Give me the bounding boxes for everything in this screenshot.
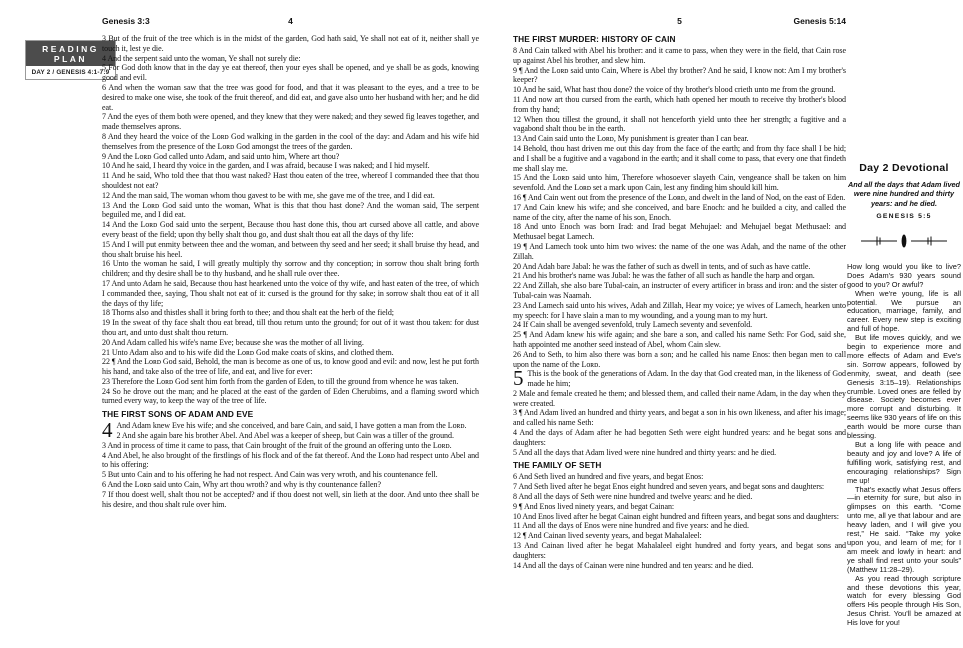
chapter-opening-verse: 4 And Adam knew Eve his wife; and she conceived, and bare Cain, and said, I have gotten a man from the Lᴏʀᴅ. <box>102 418 467 443</box>
reading-plan-reference: DAY 2 / GENESIS 4:1-7:9 <box>31 69 110 76</box>
verse: 4 And Abel, he also brought of the firstlings of his flock and of the fat thereof. And the Lᴏʀᴅ had respect unto Abel and to his offering: <box>102 450 479 470</box>
verse: 4 And the days of Adam after he had begotten Seth were eight hundred years: and he begat sons and daughters: <box>513 428 846 447</box>
verse: 13 And the Lᴏʀᴅ God said unto the woman, What is this that thou hast done? And the woman said, The serpent beguiled me, and I did eat. <box>102 200 479 220</box>
verse: 12 And the man said, The woman whom thou gavest to be with me, she gave me of the tree, and I did eat. <box>102 190 435 200</box>
page-left-header <box>102 16 479 26</box>
verse: 5 For God doth know that in the day ye eat thereof, then your eyes shall be opened, and ye shall be as gods, knowing good and evil. <box>102 63 479 83</box>
verse: 9 And the Lᴏʀᴅ God called unto Adam, and said unto him, Where art thou? <box>102 151 340 161</box>
verse: 22 ¶ And the Lᴏʀᴅ God said, Behold, the man is become as one of us, to know good and evil: and now, lest he put forth his hand, and take also of the tree of life, and eat, and live for ever: <box>102 357 479 377</box>
verse: 11 And he said, Who told thee that thou wast naked? Hast thou eaten of the tree, whereof I commanded thee that thou shouldest not eat? <box>102 171 479 190</box>
devotional-paragraph: How long would you like to live? Does Adam's 930 years sound good to you? Or awful? <box>847 261 961 289</box>
verse: 5 And all the days that Adam lived were nine hundred and thirty years: and he died. <box>513 447 777 457</box>
left-page-text <box>102 34 479 509</box>
verse: 12 When thou tillest the ground, it shall not henceforth yield unto thee her strength; a fugitive and a vagabond shalt thou be in the earth. <box>513 114 846 134</box>
verse: 8 And they heard the voice of the Lᴏʀᴅ God walking in the garden in the cool of the day: and Adam and his wife hid themselves from the presence of the Lᴏʀᴅ God amongst the trees of the garden. <box>102 131 479 151</box>
chapter-number: 5 <box>513 366 524 391</box>
reading-plan-title: READING PLAN <box>26 41 115 66</box>
verse: 14 Behold, thou hast driven me out this day from the face of the earth; and from thy face shall I be hid; and I shall be a fugitive and a vagabond in the earth; and it shall come to pass, that every one that findeth me shall slay me. <box>513 143 846 173</box>
verse: 3 But of the fruit of the tree which is in the midst of the garden, God hath said, Ye shall not eat of it, neither shall ye touch it, lest ye die. <box>102 34 479 53</box>
verse: 20 And Adah bare Jabal: he was the father of such as dwell in tents, and of such as have cattle. <box>513 261 811 271</box>
verse: 11 And now art thou cursed from the earth, which hath opened her mouth to receive thy brother's blood from thy hand; <box>513 94 846 114</box>
verse: 14 And the Lᴏʀᴅ God said unto the serpent, Because thou hast done this, thou art cursed above all cattle, and above every beast of the field; upon thy belly shalt thou go, and dust shalt thou eat all the days of thy life: <box>102 220 479 239</box>
verse: 6 And the Lᴏʀᴅ said unto Cain, Why art thou wroth? and why is thy countenance fallen? <box>102 480 381 490</box>
verse: 7 And the eyes of them both were opened, and they knew that they were naked; and they sewed fig leaves together, and made themselves aprons. <box>102 112 479 132</box>
devotional-paragraph: But a long life with peace and beauty and joy and love? A life of fulfilling work, satisfying rest, and encouraging relationships? Sign me up! <box>847 440 961 485</box>
verse: 23 Therefore the Lᴏʀᴅ God sent him forth from the garden of Eden, to till the ground from whence he was taken. <box>102 376 459 386</box>
verse: 19 In the sweat of thy face shalt thou eat bread, till thou return unto the ground; for out of it wast thou taken: for dust thou art, and unto dust shalt thou return. <box>102 318 479 337</box>
verse: 2 Male and female created he them; and blessed them, and called their name Adam, in the day when they were created. <box>513 388 846 408</box>
verse: 8 And all the days of Seth were nine hundred and twelve years: and he died. <box>513 492 753 502</box>
page-right-header <box>513 16 846 26</box>
verse: 17 And unto Adam he said, Because thou hast hearkened unto the voice of thy wife, and hast eaten of the tree, of which I commanded thee, saying, Thou shalt not eat of it: cursed is the ground for thy sake; in sorrow shalt thou eat of it all the days of thy life; <box>102 278 479 308</box>
devotional-title: Day 2 Devotional <box>859 162 949 174</box>
verse: 4 And the serpent said unto the woman, Ye shall not surely die: <box>102 53 301 63</box>
verse: 15 And the Lᴏʀᴅ said unto him, Therefore whosoever slayeth Cain, vengeance shall be taken on him sevenfold. And the Lᴏʀᴅ set a mark upon Cain, lest any finding him should kill him. <box>513 173 846 193</box>
verse: 7 If thou doest well, shalt thou not be accepted? and if thou doest not well, sin lieth at the door. And unto thee shall be his desire, and thou shalt rule over him. <box>102 489 479 509</box>
verse: 25 ¶ And Adam knew his wife again; and she bare a son, and called his name Seth: For God, said she, hath appointed me another seed instead of Abel, whom Cain slew. <box>513 330 846 349</box>
verse: 11 And all the days of Enos were nine hundred and five years: and he died. <box>513 521 749 531</box>
page-number-left: 4 <box>288 16 293 26</box>
verse: 19 ¶ And Lamech took unto him two wives: the name of the one was Adah, and the name of the other Zillah. <box>513 241 846 261</box>
devotional-sidebar <box>847 162 961 628</box>
chapter-opening-verse: 5 This is the book of the generations of Adam. In the day that God created man, in the likeness of God made he him; <box>513 366 846 391</box>
verse: 5 But unto Cain and to his offering he had not respect. And Cain was very wroth, and his countenance fell. <box>102 470 438 480</box>
verse: 23 And Lamech said unto his wives, Adah and Zillah, Hear my voice; ye wives of Lamech, hearken unto my speech: for I have slain a man to my wounding, and a young man to my hurt. <box>513 300 846 320</box>
verse: 22 And Zillah, she also bare Tubal-cain, an instructer of every artificer in brass and iron: and the sister of Tubal-cain was Naamah. <box>513 281 846 300</box>
verse: 13 And Cainan lived after he begat Mahalaleel eight hundred and forty years, and begat sons and daughters: <box>513 541 846 560</box>
verse: 18 Thorns also and thistles shall it bring forth to thee; and thou shalt eat the herb of the field; <box>102 308 394 318</box>
verse: 6 And Seth lived an hundred and five years, and begat Enos: <box>513 472 704 482</box>
running-head-left: Genesis 3:3 <box>102 16 150 26</box>
verse: 14 And all the days of Cainan were nine hundred and ten years: and he died. <box>513 560 754 570</box>
verse: 6 And when the woman saw that the tree was good for food, and that it was pleasant to the eyes, and a tree to be desired to make one wise, she took of the fruit thereof, and did eat, and gave also unto her husband with her; and he did eat. <box>102 82 479 112</box>
verse: 10 And Enos lived after he begat Cainan eight hundred and fifteen years, and begat sons and daughters: <box>513 511 839 521</box>
section-heading: THE FAMILY OF SETH <box>513 460 602 471</box>
verse: 10 And he said, I heard thy voice in the garden, and I was afraid, because I was naked; and I hid myself. <box>102 161 430 171</box>
running-head-right: Genesis 5:14 <box>793 16 846 26</box>
verse: 15 And I will put enmity between thee and the woman, and between thy seed and her seed; it shall bruise thy head, and thou shalt bruise his heel. <box>102 239 479 259</box>
devotional-paragraph: That's exactly what Jesus offers—in eternity for sure, but also in glimpses on this earth. “Come unto me, all ye that labour and are heavy laden, and I will give you rest,” He said. “Take my yoke upon you, and learn of me; for I am meek and lowly in heart: and ye shall find rest unto your souls” (Matthew 11:28–29). <box>847 484 961 574</box>
devotional-quote: And all the days that Adam lived were nine hundred and thirty years: and he died. <box>847 180 961 208</box>
verse: 24 If Cain shall be avenged sevenfold, truly Lamech seventy and sevenfold. <box>513 320 753 330</box>
verse: 9 ¶ And Enos lived ninety years, and begat Cainan: <box>513 501 675 511</box>
verse: 26 And to Seth, to him also there was born a son; and he called his name Enos: then began men to call upon the name of the Lᴏʀᴅ. <box>513 349 846 369</box>
verse: 16 Unto the woman he said, I will greatly multiply thy sorrow and thy conception; in sorrow thou shalt bring forth children; and thy desire shall be to thy husband, and he shall rule over thee. <box>102 259 479 279</box>
page-number-right: 5 <box>677 16 682 26</box>
verse: 7 And Seth lived after he begat Enos eight hundred and seven years, and begat sons and daughters: <box>513 482 825 492</box>
verse: 13 And Cain said unto the Lᴏʀᴅ, My punishment is greater than I can bear. <box>513 134 749 144</box>
divider-ornament-icon <box>860 233 948 249</box>
section-heading: THE FIRST SONS OF ADAM AND EVE <box>102 409 254 420</box>
verse: 17 And Cain knew his wife; and she conceived, and bare Enoch: and he builded a city, and called the name of the city, after the name of his son, Enoch. <box>513 202 846 222</box>
chapter-number: 4 <box>102 418 113 443</box>
right-page-text <box>513 34 846 570</box>
verse: 10 And he said, What hast thou done? the voice of thy brother's blood crieth unto me from the ground. <box>513 85 836 95</box>
devotional-reference: GENESIS 5:5 <box>876 212 932 220</box>
verse: 21 And his brother's name was Jubal: he was the father of all such as handle the harp and organ. <box>513 271 815 281</box>
verse: 3 ¶ And Adam lived an hundred and thirty years, and begat a son in his own likeness, and after his image; and called his name Seth: <box>513 408 846 428</box>
verse: 16 ¶ And Cain went out from the presence of the Lᴏʀᴅ, and dwelt in the land of Nod, on the east of Eden. <box>513 192 846 202</box>
devotional-paragraph: But life moves quickly, and we begin to experience more and more effects of Adam and Eve's sin. Sorrow appears, followed by enmity, sweat, and death (see Genesis 3:15–19). Relationships crumble. Loved ones are felled by disease. Society becomes ever more corrupt and disturbing. It seems like 930 years of life on this earth would be more curse than blessing. <box>847 333 961 441</box>
section-heading: THE FIRST MURDER: HISTORY OF CAIN <box>513 34 676 44</box>
verse: 2 And she again bare his brother Abel. And Abel was a keeper of sheep, but Cain was a tiller of the ground. <box>116 431 454 441</box>
verse: 12 ¶ And Cainan lived seventy years, and begat Mahalaleel: <box>513 531 702 541</box>
verse: 3 And in process of time it came to pass, that Cain brought of the fruit of the ground an offering unto the Lᴏʀᴅ. <box>102 440 452 450</box>
verse: 24 So he drove out the man; and he placed at the east of the garden of Eden Cherubims, and a flaming sword which turned every way, to keep the way of the tree of life. <box>102 386 479 406</box>
devotional-paragraph: As you read through scripture and these devotions this year, watch for every blessing God offers His people through His Son, Jesus Christ. You'll be amazed at His love for you! <box>847 573 961 628</box>
page-right <box>513 16 846 570</box>
verse: 21 Unto Adam also and to his wife did the Lᴏʀᴅ God make coats of skins, and clothed them. <box>102 347 394 357</box>
page-left <box>102 16 479 509</box>
verse: 8 And Cain talked with Abel his brother: and it came to pass, when they were in the field, that Cain rose up against Abel his brother, and slew him. <box>513 46 846 65</box>
devotional-paragraph: When we're young, life is all potential. We pursue an education, marriage, family, and career. Every new step is exciting and full of hope. <box>847 288 961 334</box>
verse: 9 ¶ And the Lᴏʀᴅ said unto Cain, Where is Abel thy brother? And he said, I know not: Am I my brother's keeper? <box>513 65 846 85</box>
verse: 20 And Adam called his wife's name Eve; because she was the mother of all living. <box>102 337 364 347</box>
devotional-body <box>847 263 961 628</box>
verse: 18 And unto Enoch was born Irad: and Irad begat Mehujael: and Mehujael begat Methusael: and Methusael begat Lamech. <box>513 222 846 242</box>
